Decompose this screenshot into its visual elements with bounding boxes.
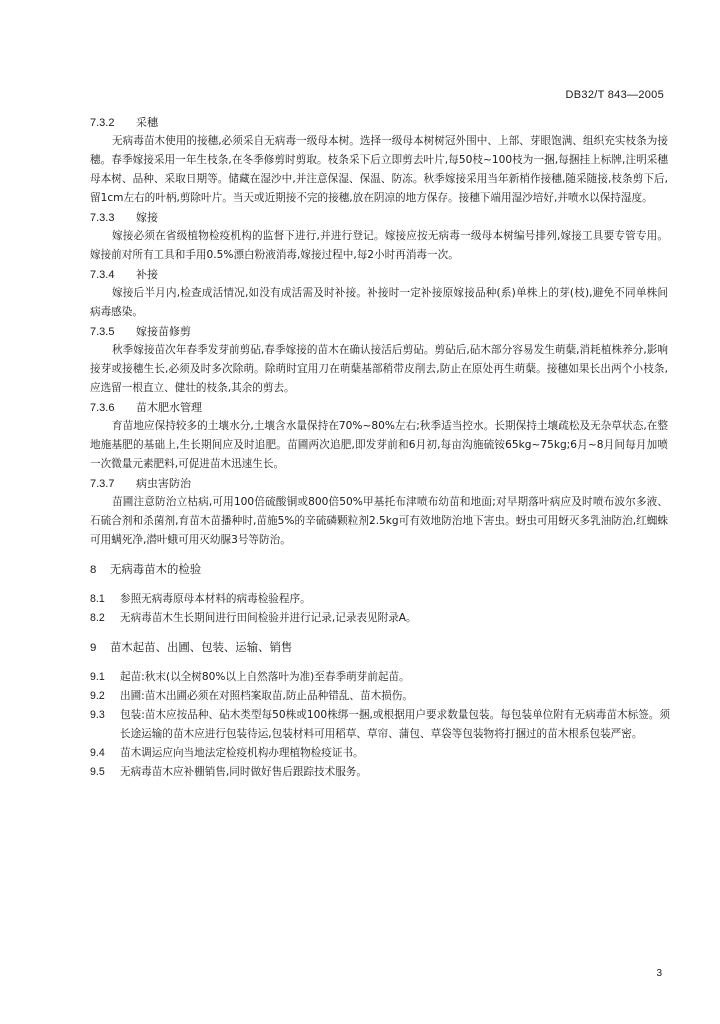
chapter-number: 9	[90, 642, 97, 654]
clause-number: 8.1	[90, 593, 105, 605]
section-heading-7-3-3	[90, 208, 670, 227]
section-title: 补接	[136, 268, 158, 281]
clause-8-2	[90, 609, 670, 628]
section-title: 苗木肥水管理	[136, 401, 202, 414]
clause-text: 无病毒苗木生长期间进行田间检验并进行记录,记录表见附录A。	[120, 612, 417, 624]
chapter-number: 8	[90, 564, 97, 576]
clause-number: 9.2	[90, 690, 105, 702]
clause-8-1	[90, 590, 670, 609]
section-paragraph-7-3-3: 嫁接必须在省级植物检疫机构的监督下进行,并进行登记。嫁接应按无病毒一级母本树编号排列,嫁接工具要专管专用。嫁接前对所有工具和手用0.5%漂白粉液消毒,嫁接过程中,每2小时再消毒一次。	[90, 230, 668, 261]
section-paragraph-7-3-6: 育苗地应保持较多的土壤水分,土壤含水量保持在70%~80%左右;秋季适当控水。长期保持土壤疏松及无杂草状态,在整地施基肥的基础上,生长期间应及时追肥。苗圃两次追肥,即发芽前和6月初,每亩沟施硫铵65kg~75kg;6月~8月间每月加喷一次微量元素肥料,可促进苗木迅速生长。	[90, 420, 668, 470]
clause-number: 9.5	[90, 766, 105, 778]
clause-text: 出圃:苗木出圃必须在对照档案取苗,防止品种错乱、苗木损伤。	[120, 690, 413, 702]
section-number: 7.3.4	[90, 269, 115, 281]
section-number: 7.3.3	[90, 212, 115, 224]
chapter-heading-9	[90, 638, 670, 658]
clause-9-2	[90, 687, 670, 706]
section-number: 7.3.5	[90, 326, 115, 338]
chapter-heading-8	[90, 560, 670, 580]
section-paragraph-7-3-2: 无病毒苗木使用的接穗,必须采自无病毒一级母本树。选择一级母本树树冠外围中、上部、芽眼饱满、组织充实枝条为接穗。春季嫁接采用一年生枝条,在冬季修剪时剪取。枝条采下后立即剪去叶片,每50枝~100枝为一捆,每捆挂上标牌,注明采穗母本树、品种、采取日期等。储藏在湿沙中,并注意保湿、保温、防冻。秋季嫁接采用当年新梢作接穗,随采随接,枝条剪下后,留1cm左右的叶柄,剪除叶片。当天或近期接不完的接穗,放在阴凉的地方保存。接穗下端用湿沙培好,并喷水以保持湿度。	[90, 135, 668, 204]
section-heading-7-3-4	[90, 265, 670, 284]
page-number: 3	[656, 968, 662, 979]
section-heading-7-3-2	[90, 113, 670, 132]
chapter-title: 无病毒苗木的检验	[110, 562, 202, 576]
chapter-title: 苗木起苗、出圃、包装、运输、销售	[110, 640, 293, 654]
clause-number: 8.2	[90, 612, 105, 624]
document-body	[90, 113, 670, 782]
section-number: 7.3.7	[90, 478, 115, 490]
section-title: 嫁接苗修剪	[136, 325, 191, 338]
clause-text: 无病毒苗木应补棚销售,同时做好售后跟踪技术服务。	[120, 766, 368, 778]
clause-number: 9.4	[90, 747, 105, 759]
clause-text: 苗木调运应向当地法定检疫机构办理植物检疫证书。	[120, 747, 364, 759]
clause-9-3	[90, 706, 670, 744]
section-paragraph-7-3-5: 秋季嫁接苗次年春季发芽前剪砧,春季嫁接的苗木在确认接活后剪砧。剪砧后,砧木部分容易发生萌蘖,消耗植株养分,影响接芽或接穗生长,必须及时多次除萌。除萌时宜用刀在萌蘖基部稍带皮削去,防止在原处再生萌蘖。接穗如果长出两个小枝条,应选留一根直立、健壮的枝条,其余的剪去。	[90, 344, 668, 394]
clause-text: 起苗:秋末(以全树80%以上自然落叶为准)至春季萌芽前起苗。	[120, 671, 410, 683]
section-heading-7-3-6	[90, 398, 670, 417]
section-paragraph-7-3-7: 苗圃注意防治立枯病,可用100倍硫酸铜或800倍50%甲基托布津喷布幼苗和地面;对早期落叶病应及时喷布波尔多液、石硫合剂和杀菌剂,育苗木苗播种时,苗施5%的辛硫磷颗粒剂2.5kg可有效地防治地下害虫。蚜虫可用蚜灭多乳油防治,红蜘蛛可用螨死净,潜叶蛾可用灭幼脲3号等防治。	[90, 496, 668, 546]
section-title: 采穗	[136, 116, 158, 129]
section-title: 嫁接	[136, 211, 158, 224]
clause-9-5	[90, 763, 670, 782]
document-code: DB32/T 843—2005	[565, 89, 664, 101]
section-number: 7.3.6	[90, 402, 115, 414]
section-title: 病虫害防治	[136, 477, 191, 490]
clause-number: 9.1	[90, 671, 105, 683]
section-heading-7-3-7	[90, 474, 670, 493]
clause-text: 包装:苗木应按品种、砧木类型每50株或100株绑一捆,或根据用户要求数量包装。每包装单位附有无病毒苗木标签。须长途运输的苗木应进行包装待运,包装材料可用稻草、草帘、蒲包、草袋等包装物将打捆过的苗木根系包装严密。	[120, 709, 670, 740]
clause-text: 参照无病毒原母本材料的病毒检验程序。	[120, 593, 311, 605]
clause-9-1	[90, 668, 670, 687]
section-number: 7.3.2	[90, 117, 115, 129]
clause-9-4	[90, 744, 670, 763]
clause-number: 9.3	[90, 709, 105, 721]
section-paragraph-7-3-4: 嫁接后半月内,检查成活情况,如没有成活需及时补接。补接时一定补接原嫁接品种(系)单株上的芽(枝),避免不同单株间病毒感染。	[90, 287, 668, 318]
section-heading-7-3-5	[90, 322, 670, 341]
